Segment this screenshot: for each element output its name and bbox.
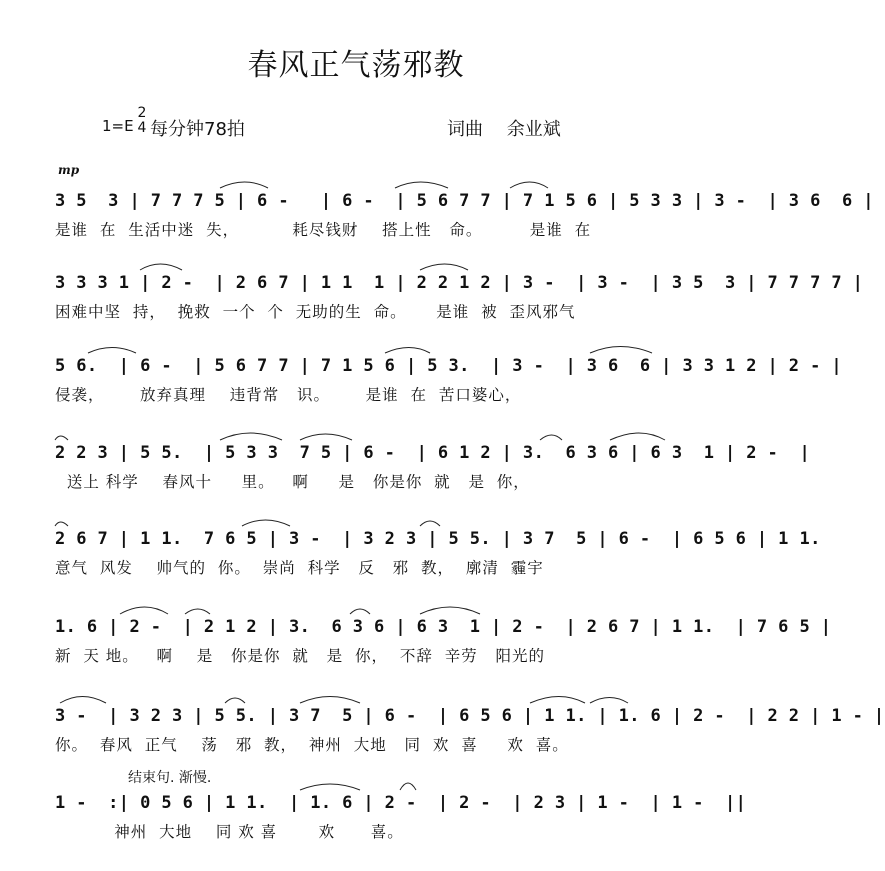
slur [220, 182, 268, 188]
notation-line-4: 2 2 3 | 5 5. | 5 3 3 7 5 | 6 - | 6 1 2 | 3. 6 3 6 | 6 3 1 | 2 - | [55, 443, 811, 463]
slur [395, 182, 448, 188]
slur [242, 520, 290, 526]
lyrics-line-4: 送上 科学 春风十 里。 啊 是 你是你 就 是 你， [55, 473, 530, 491]
slur [300, 434, 352, 440]
slur [400, 783, 416, 790]
time-signature-top: 2 [137, 105, 147, 121]
slur [88, 348, 136, 354]
dynamic-marking: mp [58, 163, 80, 177]
slur [55, 522, 68, 526]
lyrics-line-6: 新 天 地。 啊 是 你是你 就 是 你， 不辞 辛劳 阳光的 [55, 647, 546, 665]
slur [225, 698, 245, 703]
slur [610, 433, 665, 440]
slur [300, 697, 360, 704]
time-signature-bottom: 4 [137, 120, 147, 136]
notation-line-3: 5 6. | 6 - | 5 6 7 7 | 7 1 5 6 | 5 3. | 3 - | 3 6 6 | 3 3 1 2 | 2 - | [55, 356, 842, 376]
lyrics-line-8: 神州 大地 同 欢 喜 欢 喜。 [55, 823, 404, 841]
lyrics-line-3: 侵袭， 放弃真理 违背常 识。 是谁 在 苦口婆心， [55, 386, 522, 404]
slur [420, 607, 480, 614]
lyrics-line-7: 你。 春风 正气 荡 邪 教， 神州 大地 同 欢 喜 欢 喜。 [55, 736, 569, 754]
lyrics-line-5: 意气 风发 帅气的 你。 崇尚 科学 反 邪 教， 廓清 霾宇 [55, 559, 544, 577]
slur [530, 697, 585, 704]
lyrics-line-2: 困难中坚 持， 挽救 一个 个 无助的生 命。 是谁 被 歪风邪气 [55, 303, 576, 321]
composer-credit: 词曲 余业斌 [447, 119, 561, 140]
key-signature: 1=E [102, 117, 134, 135]
slur [510, 182, 548, 188]
notation-line-2: 3 3 3 1 | 2 - | 2 6 7 | 1 1 1 | 2 2 1 2 | 3 - | 3 - | 3 5 3 | 7 7 7 7 | [55, 273, 864, 293]
slur [220, 433, 282, 440]
ending-cue: 结束句. 渐慢. [128, 770, 212, 786]
slur [120, 607, 168, 614]
notation-line-1: 3 5 3 | 7 7 7 5 | 6 - | 6 - | 5 6 7 7 | 7 1 5 6 | 5 3 3 | 3 - | 3 6 6 | [55, 191, 874, 211]
slur [590, 347, 652, 354]
slur [385, 348, 430, 354]
slur [55, 436, 68, 440]
notation-line-7: 3 - | 3 2 3 | 5 5. | 3 7 5 | 6 - | 6 5 6 | 1 1. | 1. 6 | 2 - | 2 2 | 1 - | [55, 706, 885, 726]
slur [420, 521, 440, 526]
notation-line-6: 1. 6 | 2 - | 2 1 2 | 3. 6 3 6 | 6 3 1 | 2 - | 2 6 7 | 1 1. | 7 6 5 | [55, 617, 832, 637]
lyrics-line-1: 是谁 在 生活中迷 失， 耗尽钱财 搭上性 命。 是谁 在 [55, 221, 592, 239]
slur [140, 264, 182, 270]
slur [185, 609, 210, 614]
song-title: 春风正气荡邪教 [247, 48, 465, 83]
slur [540, 435, 562, 440]
slur [590, 698, 628, 704]
time-signature [136, 106, 148, 136]
slur [300, 784, 360, 790]
slur [350, 609, 370, 614]
notation-line-5: 2 6 7 | 1 1. 7 6 5 | 3 - | 3 2 3 | 5 5. | 3 7 5 | 6 - | 6 5 6 | 1 1. [55, 529, 821, 549]
notation-line-8: 1 - :| 0 5 6 | 1 1. | 1. 6 | 2 - | 2 - | 2 3 | 1 - | 1 - || [55, 793, 747, 813]
tempo-marking: 每分钟78拍 [150, 119, 245, 140]
slur [420, 264, 468, 270]
slur [60, 697, 106, 704]
